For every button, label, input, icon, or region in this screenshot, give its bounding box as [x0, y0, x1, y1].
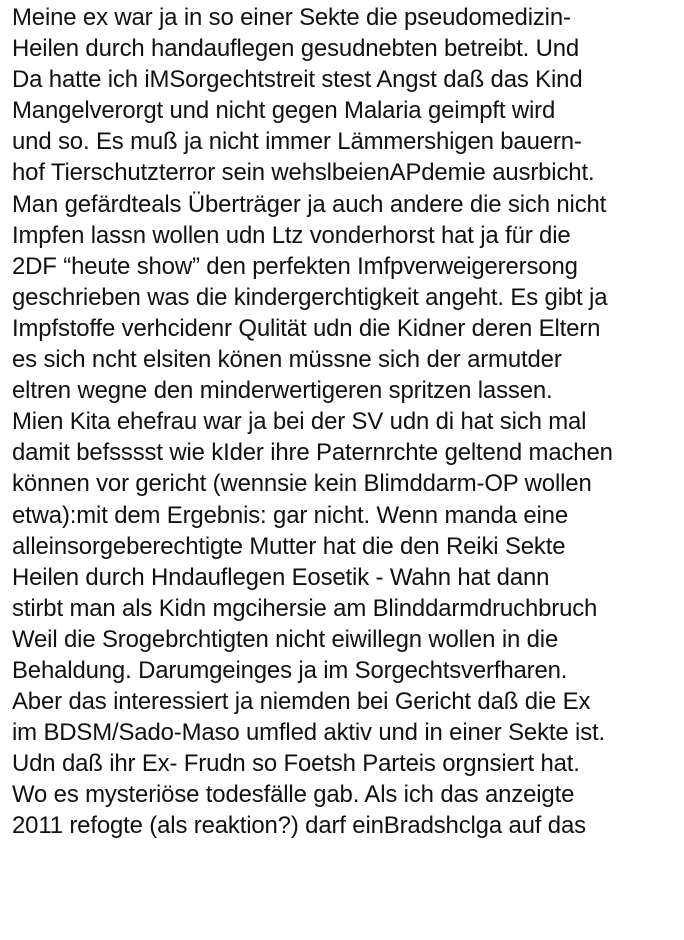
text-line: Wo es mysteriöse todesfälle gab. Als ich das anzeigte [12, 781, 575, 809]
text-line: geschrieben was die kindergerchtigkeit angeht. Es gibt ja [12, 283, 608, 311]
text-line: Meine ex war ja in so einer Sekte die pseudomedizin- [12, 4, 571, 31]
text-line: etwa):mit dem Ergebnis: gar nicht. Wenn manda eine [12, 501, 569, 529]
text-line: Heilen durch Hndauflegen Eosetik - Wahn hat dann [12, 563, 550, 591]
text-line: damit befsssst wie kIder ihre Paternrchte geltend machen [12, 439, 613, 467]
text-line: stirbt man als Kidn mgcihersie am Blinddarmdruchbruch [12, 594, 598, 622]
text-line: Aber das interessiert ja niemden bei Gericht daß die Ex [12, 688, 591, 716]
text-line: im BDSM/Sado-Maso umfled aktiv und in einer Sekte ist. [12, 719, 606, 747]
text-line: Mangelverorgt und nicht gegen Malaria geimpft wird [12, 97, 556, 125]
text-line: und so. Es muß ja nicht immer Lämmershigen bauern- [12, 128, 582, 156]
text-line: Da hatte ich iMSorgechtstreit stest Angst daß das Kind [12, 66, 583, 94]
text-line: 2011 refogte (als reaktion?) darf einBradshclga auf das [12, 812, 586, 840]
text-line: Behaldung. Darumgeinges ja im Sorgechtsverfharen. [12, 656, 568, 684]
text-line: Impfen lassn wollen udn Ltz vonderhorst hat ja für die [12, 221, 571, 249]
text-line: hof Tierschutzterror sein wehslbeienAPdemie ausrbicht. [12, 159, 595, 187]
text-line: Mien Kita ehefrau war ja bei der SV udn di hat sich mal [12, 408, 587, 436]
text-block [12, 2, 684, 842]
text-line: 2DF “heute show” den perfekten Imfpverweigerersong [12, 252, 578, 280]
text-line: Impfstoffe verhcidenr Qulität udn die Kidner deren Eltern [12, 314, 601, 342]
text-line: eltren wegne den minderwertigeren spritzen lassen. [12, 377, 553, 405]
text-line: Heilen durch handauflegen gesudnebten betreibt. Und [12, 35, 580, 63]
text-line: Udn daß ihr Ex- Frudn so Foetsh Parteis orgnsiert hat. [12, 750, 580, 778]
text-line: können vor gericht (wennsie kein Blimddarm-OP wollen [12, 470, 592, 498]
text-line: alleinsorgeberechtigte Mutter hat die den Reiki Sekte [12, 532, 566, 560]
text-line: es sich ncht elsiten könen müssne sich der armutder [12, 346, 562, 374]
text-line: Weil die Srogebrchtigten nicht eiwillegn wollen in die [12, 625, 559, 653]
text-line: Man gefärdteals Überträger ja auch andere die sich nicht [12, 190, 607, 218]
